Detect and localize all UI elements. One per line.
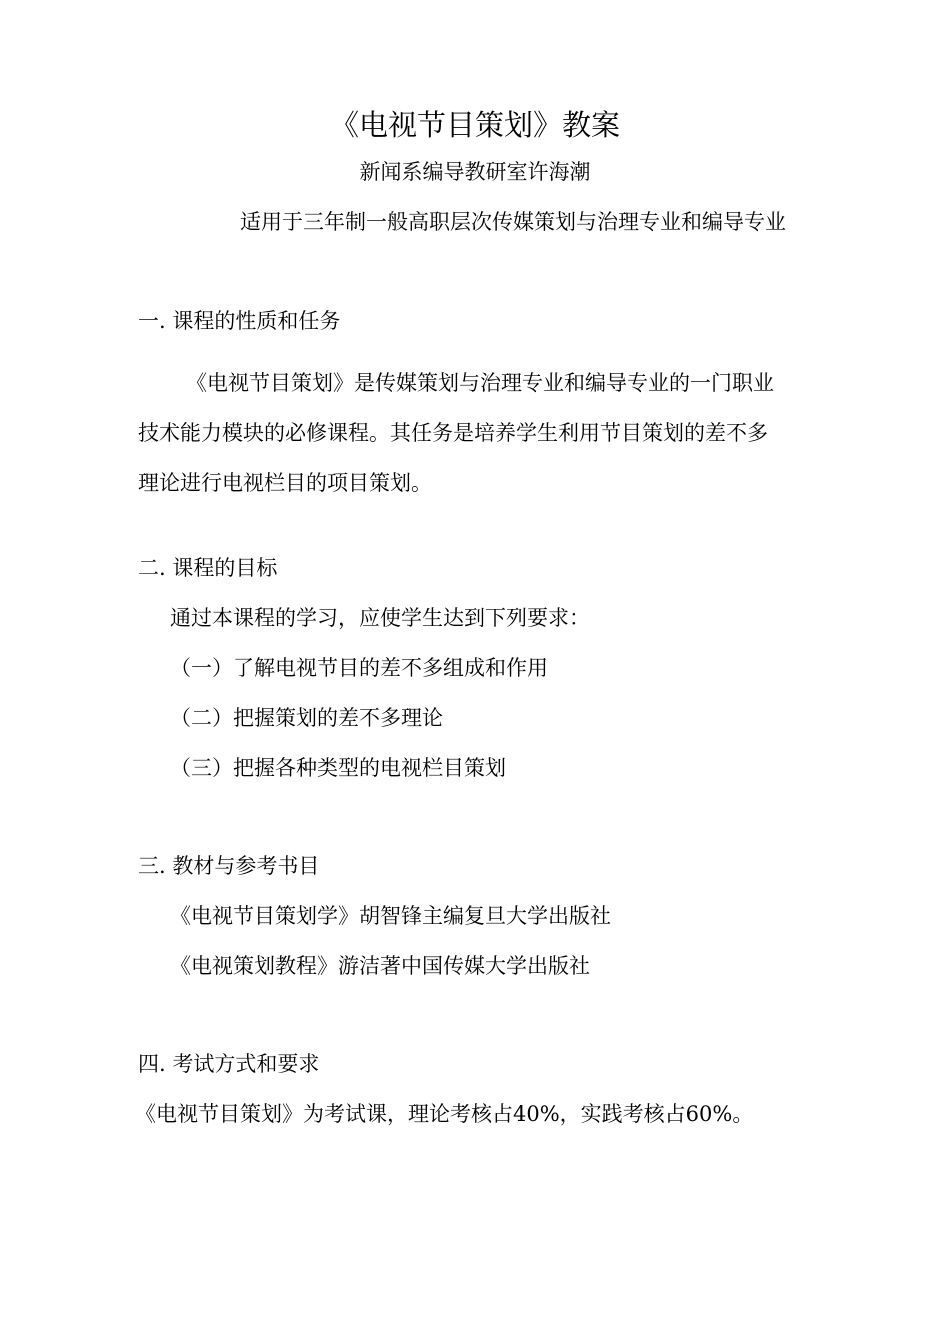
paragraph-line: 理论进行电视栏目的项目策划。 xyxy=(138,471,432,495)
paragraph-line: 技术能力模块的必修课程。其任务是培养学生利用节目策划的差不多 xyxy=(138,421,768,445)
section-1-paragraph xyxy=(138,358,828,508)
document-scope: 适用于三年制一般高职层次传媒策划与治理专业和编导专业 xyxy=(240,210,786,234)
section-heading-4: 四. 考试方式和要求 xyxy=(138,1052,320,1076)
section-heading-3: 三. 教材与参考书目 xyxy=(138,854,320,878)
list-item: （二）把握策划的差不多理论 xyxy=(170,706,443,730)
section-2-intro: 通过本课程的学习，应使学生达到下列要求： xyxy=(170,606,590,630)
section-heading-1: 一. 课程的性质和任务 xyxy=(138,309,341,333)
list-item: （一）了解电视节目的差不多组成和作用 xyxy=(170,656,548,680)
paragraph-line: 《电视节目策划》是传媒策划与治理专业和编导专业的一门职业 xyxy=(186,371,774,395)
section-heading-2: 二. 课程的目标 xyxy=(138,556,278,580)
document-author: 新闻系编导教研室许海潮 xyxy=(359,160,591,184)
list-item: （三）把握各种类型的电视栏目策划 xyxy=(170,756,506,780)
exam-description: 《电视节目策划》为考试课，理论考核占40%，实践考核占60%。 xyxy=(135,1102,754,1126)
reference-item: 《电视节目策划学》胡智锋主编复旦大学出版社 xyxy=(170,904,611,928)
document-title: 《电视节目策划》教案 xyxy=(329,108,620,142)
reference-item: 《电视策划教程》游洁著中国传媒大学出版社 xyxy=(170,954,590,978)
